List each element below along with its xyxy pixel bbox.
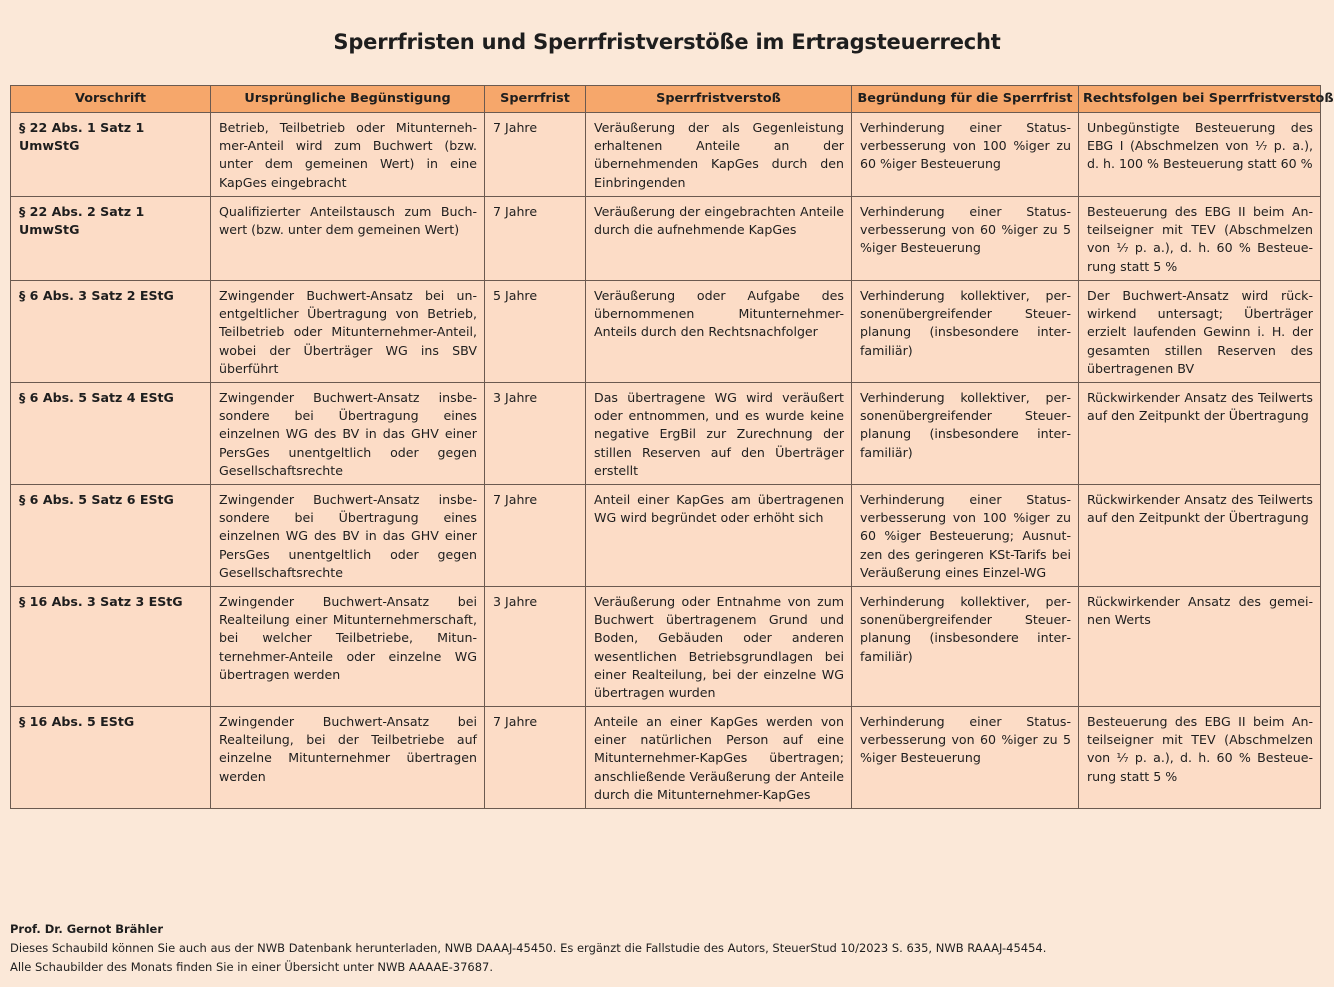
header-rechtsfolgen: Rechtsfolgen bei Sperrfristverstoß: [1079, 86, 1321, 113]
cell-sperrfrist: 7 Jahre: [485, 707, 586, 809]
cell-rechtsfolgen: Unbegünstigte Besteuerung des EBG I (Abschmelzen von ¹⁄₇ p. a.), d. h. 100 % Besteuerung statt 60 %: [1079, 113, 1321, 197]
header-vorschrift: Vorschrift: [11, 86, 211, 113]
cell-sperrfrist: 7 Jahre: [485, 113, 586, 197]
cell-begruendung: Verhinderung kollektiver, personenübergreifender Steuerplanung (insbesondere interfamiliär): [852, 383, 1079, 485]
cell-verstoss: Das übertragene WG wird veräußert oder entnommen, und es wurde keine negative ErgBil zur Zurechnung der stillen Reserven auf den Überträger erstellt: [586, 383, 852, 485]
cell-verstoss: Veräußerung der eingebrachten Anteile durch die aufnehmende KapGes: [586, 197, 852, 281]
cell-rechtsfolgen: Rückwirkender Ansatz des gemeinen Werts: [1079, 587, 1321, 707]
cell-verstoss: Anteil einer KapGes am übertragenen WG wird begründet oder erhöht sich: [586, 485, 852, 587]
cell-begruendung: Verhinderung einer Statusverbesserung von 60 %iger zu 5 %iger Besteuerung: [852, 707, 1079, 809]
table-row: [11, 113, 1321, 197]
header-begruendung: Begründung für die Sperrfrist: [852, 86, 1079, 113]
cell-verstoss: Anteile an einer KapGes werden von einer natürlichen Person auf eine Mitunternehmer-KapGes übertragen; anschließende Veräußerung der Anteile durch die Mitunternehmer-KapGes: [586, 707, 852, 809]
header-sperrfrist: Sperrfrist: [485, 86, 586, 113]
footer-download-note: Dieses Schaubild können Sie auch aus der NWB Datenbank herunterladen, NWB DAAAJ-45450. Es ergänzt die Fallstudie des Autors, SteuerStud 10/2023 S. 635, NWB RAAAJ-45454.: [10, 941, 1047, 955]
table-header-row: [11, 86, 1321, 113]
cell-vorschrift: § 22 Abs. 2 Satz 1 UmwStG: [11, 197, 211, 281]
cell-begruendung: Verhinderung kollektiver, personenübergreifender Steuerplanung (insbesondere interfamiliär): [852, 281, 1079, 383]
table-row: [11, 197, 1321, 281]
table-row: [11, 485, 1321, 587]
cell-rechtsfolgen: Der Buchwert-Ansatz wird rückwirkend untersagt; Überträger erzielt laufenden Gewinn i. H. der gesamten stillen Reserven des übertragenen BV: [1079, 281, 1321, 383]
header-beguenstigung: Ursprüngliche Begünstigung: [211, 86, 485, 113]
cell-beguenstigung: Zwingender Buchwert-Ansatz bei Realteilung, bei der Teilbetriebe auf einzelne Mitunternehmer übertragen werden: [211, 707, 485, 809]
table-row: [11, 281, 1321, 383]
cell-beguenstigung: Zwingender Buchwert-Ansatz bei unentgeltlicher Übertragung von Betrieb, Teilbetrieb oder Mitunternehmer-Anteil, wobei der Überträger WG ins SBV überführt: [211, 281, 485, 383]
cell-sperrfrist: 3 Jahre: [485, 587, 586, 707]
page-title: Sperrfristen und Sperrfristverstöße im Ertragsteuerrecht: [333, 30, 1001, 54]
cell-beguenstigung: Betrieb, Teilbetrieb oder Mitunternehmer-Anteil wird zum Buchwert (bzw. unter dem gemeinen Wert) in eine KapGes eingebracht: [211, 113, 485, 197]
cell-sperrfrist: 5 Jahre: [485, 281, 586, 383]
header-verstoss: Sperrfristverstoß: [586, 86, 852, 113]
cell-sperrfrist: 3 Jahre: [485, 383, 586, 485]
cell-beguenstigung: Zwingender Buchwert-Ansatz bei Realteilung einer Mitunternehmerschaft, bei welcher Teilbetriebe, Mitunternehmer-Anteile oder einzelne WG übertragen werden: [211, 587, 485, 707]
footer-author: Prof. Dr. Gernot Brähler: [10, 922, 163, 936]
cell-sperrfrist: 7 Jahre: [485, 197, 586, 281]
table-row: [11, 383, 1321, 485]
cell-sperrfrist: 7 Jahre: [485, 485, 586, 587]
cell-begruendung: Verhinderung kollektiver, personenübergreifender Steuerplanung (insbesondere interfamiliär): [852, 587, 1079, 707]
cell-beguenstigung: Zwingender Buchwert-Ansatz insbesondere bei Übertragung eines einzelnen WG des BV in das GHV einer PersGes unentgeltlich oder gegen Gesellschaftsrechte: [211, 485, 485, 587]
cell-vorschrift: § 16 Abs. 3 Satz 3 EStG: [11, 587, 211, 707]
cell-begruendung: Verhinderung einer Statusverbesserung von 60 %iger zu 5 %iger Besteuerung: [852, 197, 1079, 281]
footer: [10, 920, 1046, 977]
cell-verstoss: Veräußerung der als Gegenleistung erhaltenen Anteile an der übernehmenden KapGes durch den Einbringenden: [586, 113, 852, 197]
table-row: [11, 587, 1321, 707]
cell-rechtsfolgen: Rückwirkender Ansatz des Teilwerts auf den Zeitpunkt der Übertragung: [1079, 383, 1321, 485]
cell-vorschrift: § 6 Abs. 5 Satz 4 EStG: [11, 383, 211, 485]
cell-vorschrift: § 16 Abs. 5 EStG: [11, 707, 211, 809]
sperrfristen-table: [10, 85, 1334, 809]
cell-beguenstigung: Zwingender Buchwert-Ansatz insbesondere bei Übertragung eines einzelnen WG des BV in das GHV einer PersGes unentgeltlich oder gegen Gesellschaftsrechte: [211, 383, 485, 485]
cell-vorschrift: § 22 Abs. 1 Satz 1 UmwStG: [11, 113, 211, 197]
cell-rechtsfolgen: Besteuerung des EBG II beim Anteilseigner mit TEV (Abschmelzen von ¹⁄₇ p. a.), d. h. 60 % Besteuerung statt 5 %: [1079, 197, 1321, 281]
cell-beguenstigung: Qualifizierter Anteilstausch zum Buchwert (bzw. unter dem gemeinen Wert): [211, 197, 485, 281]
cell-rechtsfolgen: Besteuerung des EBG II beim Anteilseigner mit TEV (Abschmelzen von ¹⁄₇ p. a.), d. h. 60 % Besteuerung statt 5 %: [1079, 707, 1321, 809]
cell-vorschrift: § 6 Abs. 5 Satz 6 EStG: [11, 485, 211, 587]
cell-rechtsfolgen: Rückwirkender Ansatz des Teilwerts auf den Zeitpunkt der Übertragung: [1079, 485, 1321, 587]
table-row: [11, 707, 1321, 809]
cell-vorschrift: § 6 Abs. 3 Satz 2 EStG: [11, 281, 211, 383]
footer-overview-note: Alle Schaubilder des Monats finden Sie in einer Übersicht unter NWB AAAAE-37687.: [10, 960, 494, 974]
cell-verstoss: Veräußerung oder Aufgabe des übernommenen Mitunternehmer-Anteils durch den Rechtsnachfolger: [586, 281, 852, 383]
cell-begruendung: Verhinderung einer Statusverbesserung von 100 %iger zu 60 %iger Besteuerung; Ausnutzen des geringeren KSt-Tarifs bei Veräußerung eines Einzel-WG: [852, 485, 1079, 587]
cell-begruendung: Verhinderung einer Statusverbesserung von 100 %iger zu 60 %iger Besteuerung: [852, 113, 1079, 197]
cell-verstoss: Veräußerung oder Entnahme von zum Buchwert übertragenem Grund und Boden, Gebäuden oder anderen wesentlichen Betriebsgrundlagen bei einer Realteilung, bei der einzelne WG übertragen wurden: [586, 587, 852, 707]
